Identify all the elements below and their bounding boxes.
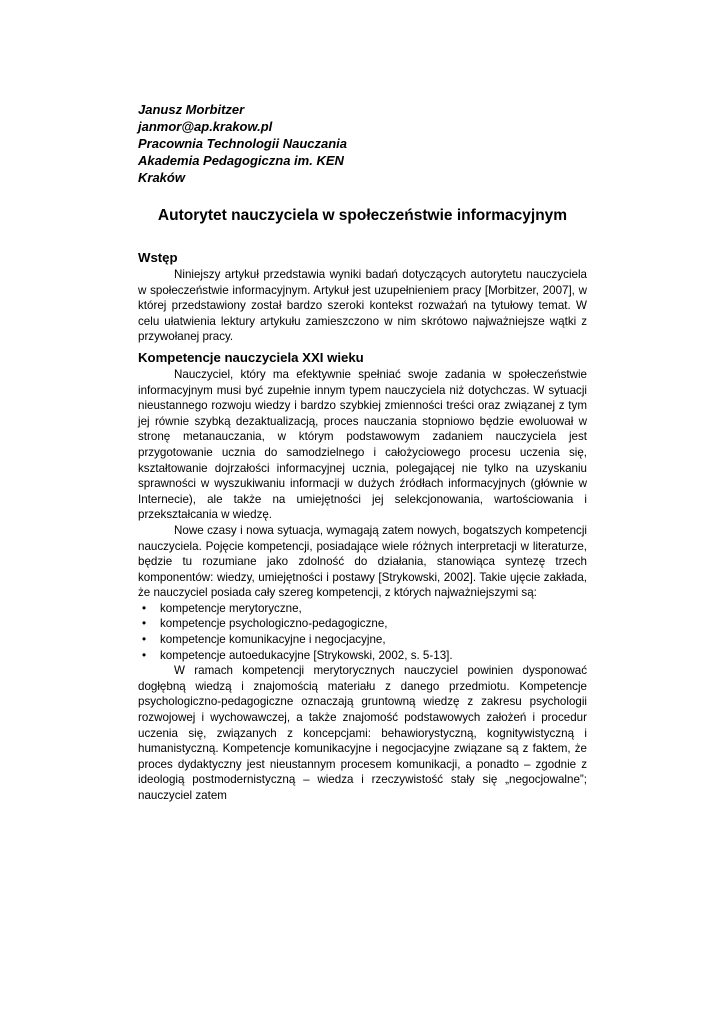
document-title: Autorytet nauczyciela w społeczeństwie informacyjnym (157, 207, 568, 224)
author-city: Kraków (138, 170, 185, 185)
competences-paragraph-2: Nowe czasy i nowa sytuacja, wymagają zatem nowych, bogatszych kompetencji nauczyciela. Pojęcie kompetencji, posiadające wiele różnych interpretacji w literaturze, będzie tu rozumiane jako zdolność do działania, stanowiąca syntezę trzech komponentów: wiedzy, umiejętności i postawy [Strykowski, 2002]. Takie ujęcie zakłada, że nauczyciel posiada cały szereg kompetencji, z których najważniejszymi są: (138, 523, 587, 600)
competences-paragraph-1: Nauczyciel, który ma efektywnie spełniać swoje zadania w społeczeństwie informacyjnym musi być zupełnie innym typem nauczyciela niż dotychczas. W sytuacji nieustannego rozwoju wiedzy i bardzo szybkiej zmienności treści oraz związanej z tym jej równie szybką dezaktualizacją, proces nauczania stopniowo będzie ewoluował w stronę metanauczania, w którym podstawowym zadaniem nauczyciela jest przygotowanie ucznia do samodzielnego i całożyciowego procesu uczenia się, kształtowanie dojrzałości informacyjnej ucznia, polegającej nie tylko na uzyskaniu sprawności w wyszukiwaniu informacji w dużych źródłach informacyjnych (głównie w Internecie), ale także na umiejętności jej selekcjonowania, wartościowania i przekształcania w wiedzę. (138, 367, 587, 522)
bullet-icon: • (142, 617, 147, 631)
author-department: Pracownia Technologii Nauczania (138, 136, 348, 151)
list-item-text: kompetencje psychologiczno-pedagogiczne, (160, 617, 388, 631)
bullet-icon: • (142, 633, 147, 647)
list-item (138, 616, 587, 632)
bullet-icon: • (142, 601, 147, 615)
section-heading-intro: Wstęp (138, 250, 178, 265)
intro-paragraph: Niniejszy artykuł przedstawia wyniki badań dotyczących autorytetu nauczyciela w społeczeństwie informacyjnym. Artykuł jest uzupełnieniem pracy [Morbitzer, 2007], w której przedstawiony został bardzo szeroki kontekst rozważań na tytułowy temat. W celu ułatwienia lektury artykułu zamieszczono w nim skrótowo najważniejsze wątki z przywołanej pracy. (138, 268, 587, 344)
list-item (138, 632, 587, 648)
document-page (138, 101, 587, 804)
list-item-text: kompetencje autoedukacyjne [Strykowski, 2002, s. 5-13]. (160, 648, 453, 662)
list-item-text: kompetencje komunikacyjne i negocjacyjne, (160, 633, 386, 647)
list-item-text: kompetencje merytoryczne, (160, 601, 302, 615)
competences-list (138, 601, 587, 663)
competences-paragraph-3: W ramach kompetencji merytorycznych nauczyciel powinien dysponować dogłębną wiedzą i znajomością materiału z danego przedmiotu. Kompetencje psychologiczno-pedagogiczne oznaczają gruntowną wiedzę z zakresu psychologii rozwojowej i wychowawczej, a także znajomość podstawowych założeń i procedur uczenia się, związanych z koncepcjami: behawiorystyczną, kognitywistyczną i humanistyczną. Kompetencje komunikacyjne i negocjacyjne związane są z faktem, że proces dydaktyczny jest nieustannym procesem komunikacji, a ponadto – zgodnie z ideologią postmodernistyczną – wiedza i rzeczywistość stały się „negocjowalne”; nauczyciel zatem (138, 664, 587, 802)
author-institution: Akademia Pedagogiczna im. KEN (138, 153, 344, 168)
list-item (138, 601, 587, 617)
bullet-icon: • (142, 648, 147, 662)
section-heading-competences: Kompetencje nauczyciela XXI wieku (138, 349, 364, 365)
list-item (138, 648, 587, 664)
author-block (138, 101, 587, 186)
author-name: Janusz Morbitzer (138, 102, 245, 117)
author-email: janmor@ap.krakow.pl (138, 119, 273, 134)
